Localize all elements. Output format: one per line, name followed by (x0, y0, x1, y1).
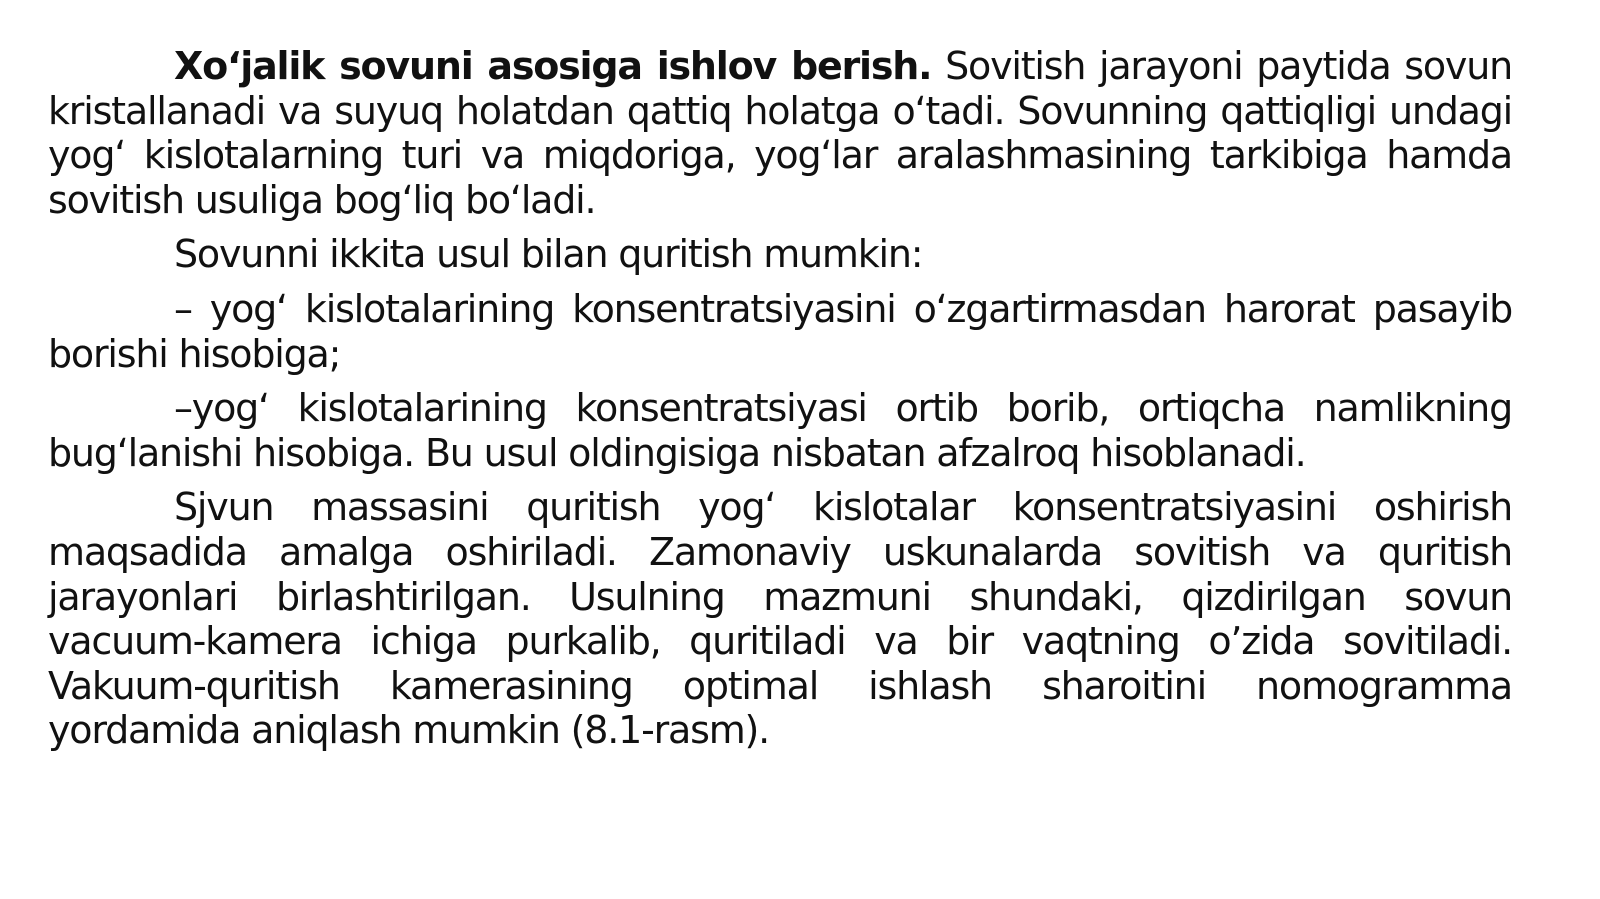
list-item-method-2: –yog‘ kislotalarining konsentratsiyasi ortib borib, ortiqcha namlikning bug‘lanishi hisobiga. Bu usul oldingisiga nisbatan afzalroq hisoblanadi. (48, 386, 1512, 475)
paragraph-drying: Sjvun massasini quritish yog‘ kislotalar konsentratsiyasini oshirish maqsadida amalga oshiriladi. Zamonaviy uskunalarda sovitish va quritish jarayonlari birlashtirilgan. Usulning mazmuni shundaki, qizdirilgan sovun vacuum-kamera ichiga purkalib, quritiladi va bir vaqtning o’zida sovitiladi. Vakuum-quritish kamerasining optimal ishlash sharoitini nomogramma yordamida aniqlash mumkin (8.1-rasm). (48, 485, 1512, 753)
paragraph-intro (48, 44, 1512, 222)
paragraph-methods-intro: Sovunni ikkita usul bilan quritish mumkin: (174, 232, 923, 277)
paragraph-intro-text: Sovitish jarayoni paytida sovun kristallanadi va suyuq holatdan qattiq holatga o‘tadi. Sovunning qattiqligi undagi yog‘ kislotalarning turi va miqdoriga, yog‘lar aralashmasining tarkibiga hamda sovitish usuliga bog‘liq bo‘ladi. (48, 44, 1512, 222)
section-heading: Xo‘jalik sovuni asosiga ishlov berish. (174, 44, 932, 88)
list-item-method-1: – yog‘ kislotalarining konsentratsiyasini o‘zgartirmasdan harorat pasayib borishi hisobiga; (48, 286, 1512, 376)
document-body (48, 44, 1512, 753)
